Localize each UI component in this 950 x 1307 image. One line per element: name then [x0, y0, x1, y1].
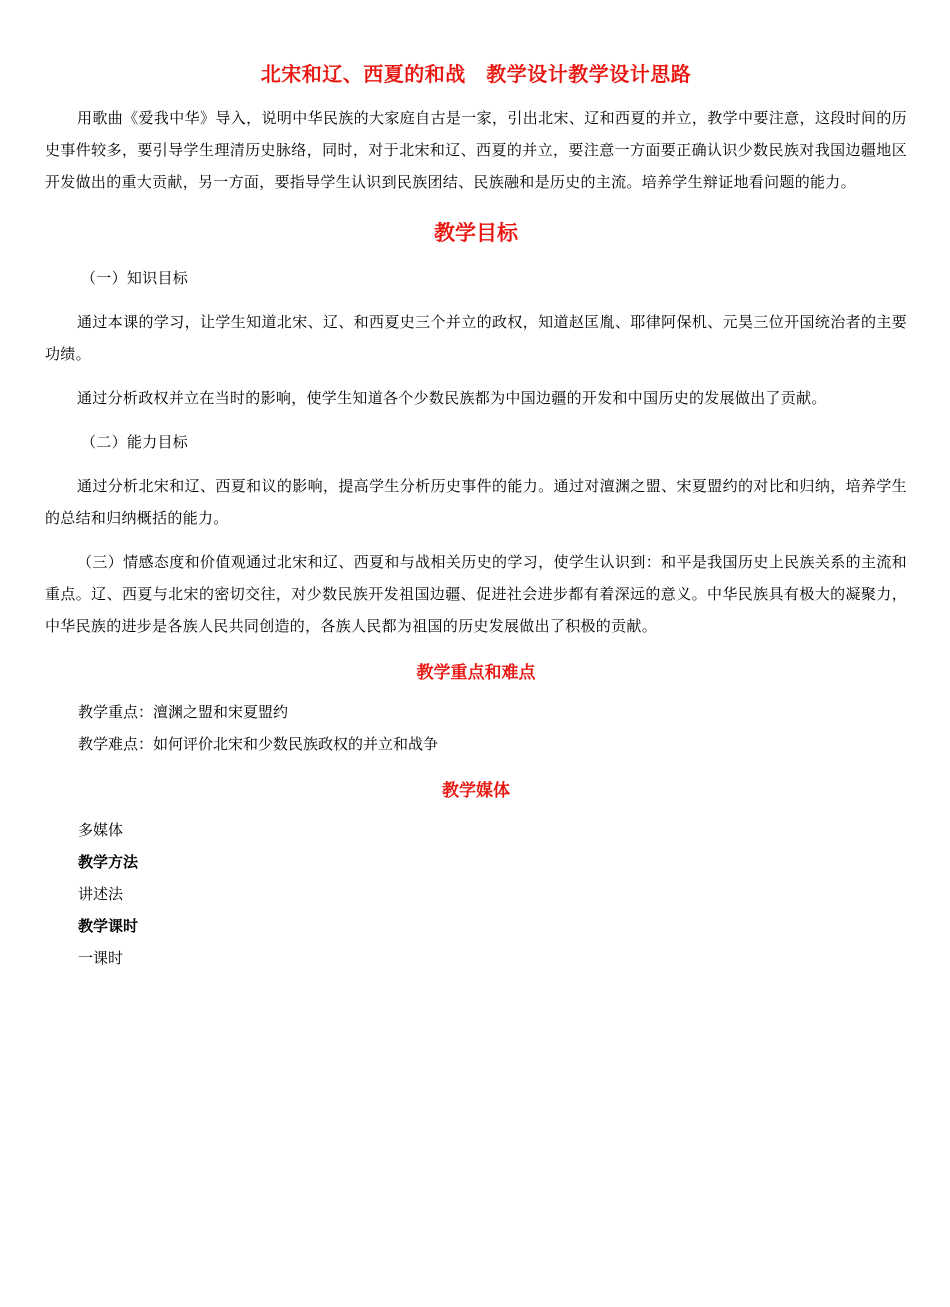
method-value: 讲述法 — [78, 885, 124, 903]
method-heading: 教学方法 — [78, 853, 139, 871]
hours-heading: 教学课时 — [78, 917, 139, 935]
hours-value: 一课时 — [78, 949, 124, 967]
knowledge-objective-label: （一）知识目标 — [81, 269, 189, 287]
design-idea-paragraph: 用歌曲《爱我中华》导入，说明中华民族的大家庭自古是一家，引出北宋、辽和西夏的并立，教学中要注意，这段时间的历史事件较多，要引导学生理清历史脉络，同时，对于北宋和辽、西夏的并立，要注意一方面要正确认识少数民族对我国边疆地区开发做出的重大贡献，另一方面，要指导学生认识到民族团结、民族融和是历史的主流。培养学生辩证地看问题的能力。 — [45, 109, 907, 191]
knowledge-objective-paragraph-2: 通过分析政权并立在当时的影响，使学生知道各个少数民族都为中国边疆的开发和中国历史的发展做出了贡献。 — [77, 389, 827, 407]
teaching-focus: 教学重点：澶渊之盟和宋夏盟约 — [78, 703, 289, 721]
document-page — [45, 0, 907, 974]
teaching-difficulty: 教学难点：如何评价北宋和少数民族政权的并立和战争 — [78, 735, 439, 753]
ability-objective-label: （二）能力目标 — [81, 433, 189, 451]
knowledge-objective-paragraph-1: 通过本课的学习，让学生知道北宋、辽、和西夏史三个并立的政权，知道赵匡胤、耶律阿保机、元昊三位开国统治者的主要功绩。 — [45, 313, 907, 363]
emotion-objective-paragraph: （三）情感态度和价值观通过北宋和辽、西夏和与战相关历史的学习，使学生认识到：和平是我国历史上民族关系的主流和重点。辽、西夏与北宋的密切交往，对少数民族开发祖国边疆、促进社会进步都有着深远的意义。中华民族具有极大的凝聚力，中华民族的进步是各族人民共同创造的，各族人民都为祖国的历史发展做出了积极的贡献。 — [45, 553, 907, 635]
ability-objective-paragraph: 通过分析北宋和辽、西夏和议的影响，提高学生分析历史事件的能力。通过对澶渊之盟、宋夏盟约的对比和归纳，培养学生的总结和归纳概括的能力。 — [45, 477, 907, 527]
media-value: 多媒体 — [78, 821, 124, 839]
key-points-heading: 教学重点和难点 — [416, 663, 536, 683]
media-heading: 教学媒体 — [442, 781, 510, 801]
objectives-heading: 教学目标 — [434, 221, 518, 245]
document-title: 北宋和辽、西夏的和战 教学设计教学设计思路 — [260, 62, 692, 86]
